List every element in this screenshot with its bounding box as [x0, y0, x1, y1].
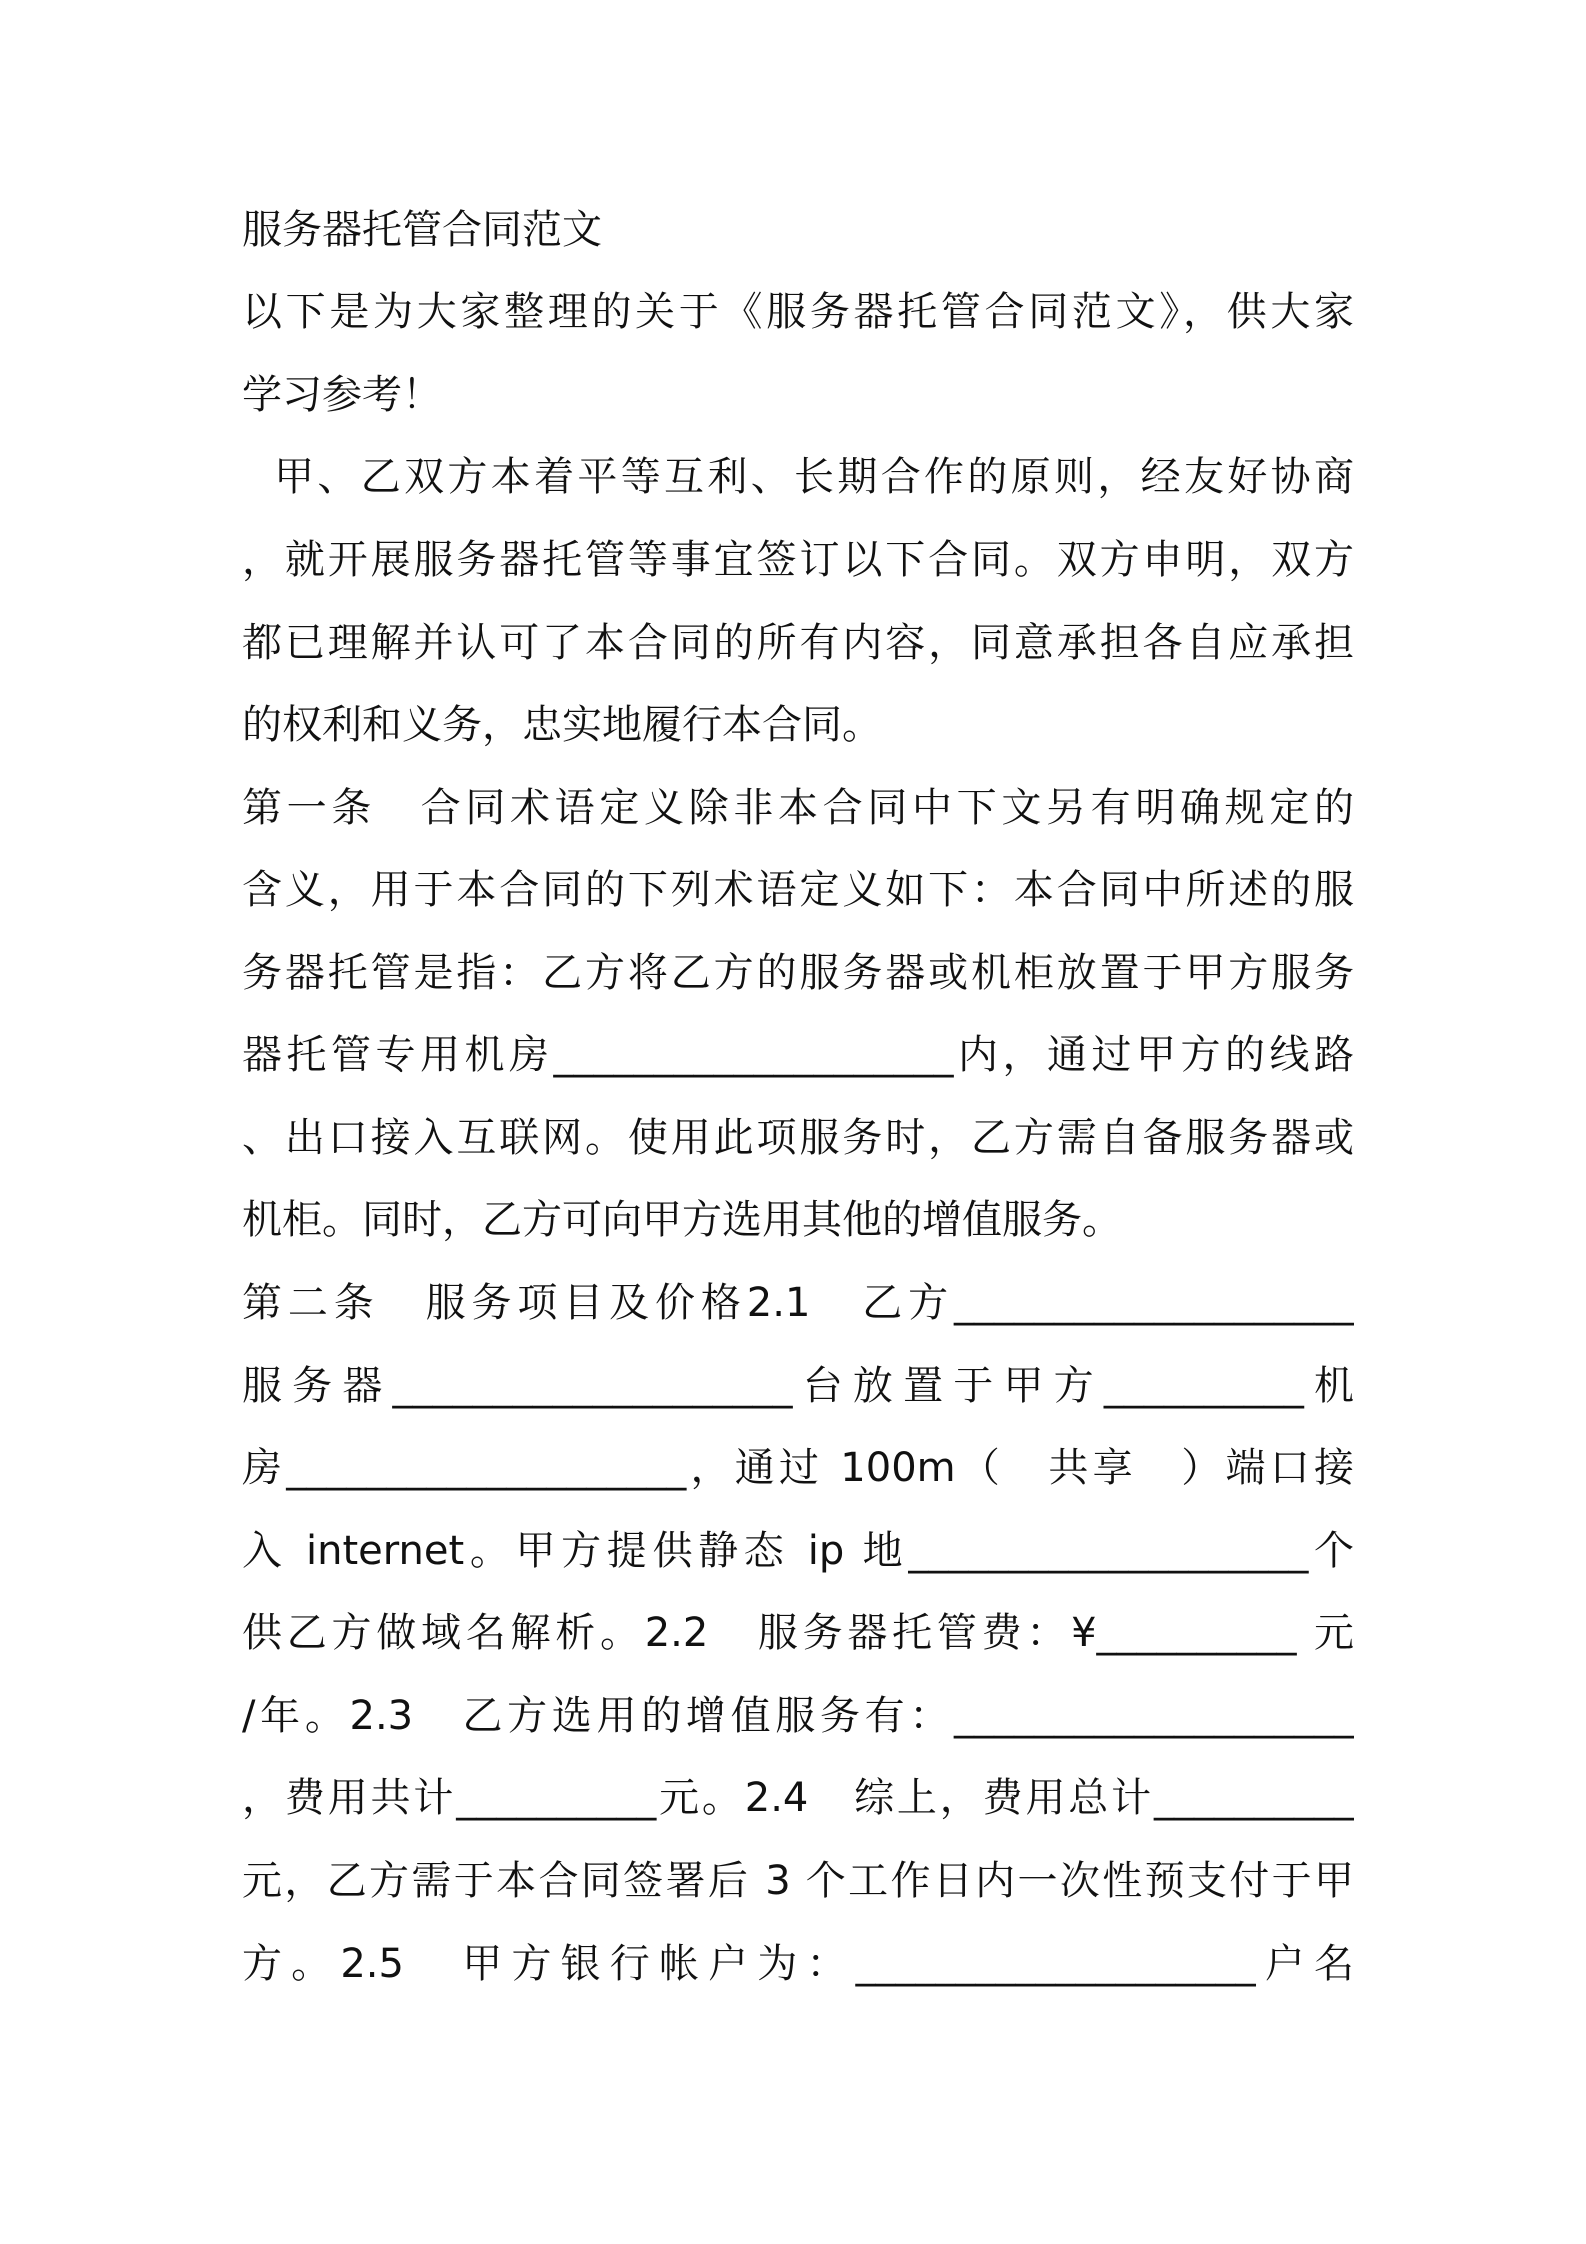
paragraph-line: 供乙方做域名解析。2.2 服务器托管费：¥__________ 元: [242, 1610, 1354, 1656]
paragraph-line: 方。2.5 甲方银行帐户为：____________________户名: [242, 1941, 1354, 1987]
paragraph-line: 房____________________，通过 100m（ 共享 ）端口接: [242, 1445, 1354, 1491]
paragraph-line: 甲、乙双方本着平等互利、长期合作的原则，经友好协商: [242, 454, 1354, 500]
paragraph-line: 、出口接入互联网。使用此项服务时，乙方需自备服务器或: [242, 1115, 1354, 1161]
paragraph-line: 以下是为大家整理的关于《服务器托管合同范文》，供大家: [242, 289, 1354, 335]
paragraph-line: 机柜。同时，乙方可向甲方选用其他的增值服务。: [242, 1197, 1122, 1243]
paragraph-line: 入 internet。甲方提供静态 ip 地____________________个: [242, 1528, 1354, 1574]
paragraph-line: 第一条 合同术语定义除非本合同中下文另有明确规定的: [242, 785, 1354, 831]
paragraph-line: 器托管专用机房____________________内，通过甲方的线路: [242, 1032, 1354, 1078]
paragraph-line: 务器托管是指：乙方将乙方的服务器或机柜放置于甲方服务: [242, 950, 1354, 996]
paragraph-line: 含义，用于本合同的下列术语定义如下：本合同中所述的服: [242, 867, 1354, 913]
paragraph-line: 服务器____________________台放置于甲方__________机: [242, 1363, 1354, 1409]
document-title: 服务器托管合同范文: [242, 207, 602, 253]
paragraph-line: ，费用共计__________元。2.4 综上，费用总计__________: [242, 1775, 1354, 1821]
paragraph-line: 第二条 服务项目及价格2.1 乙方____________________: [242, 1280, 1354, 1326]
paragraph-line: 都已理解并认可了本合同的所有内容，同意承担各自应承担: [242, 620, 1354, 666]
paragraph-line: 的权利和义务，忠实地履行本合同。: [242, 702, 882, 748]
paragraph-line: ，就开展服务器托管等事宜签订以下合同。双方申明，双方: [242, 537, 1354, 583]
paragraph-line: 学习参考！: [242, 372, 442, 418]
paragraph-line: /年。2.3 乙方选用的增值服务有：____________________: [242, 1693, 1354, 1739]
paragraph-line: 元，乙方需于本合同签署后 3 个工作日内一次性预支付于甲: [242, 1858, 1354, 1904]
